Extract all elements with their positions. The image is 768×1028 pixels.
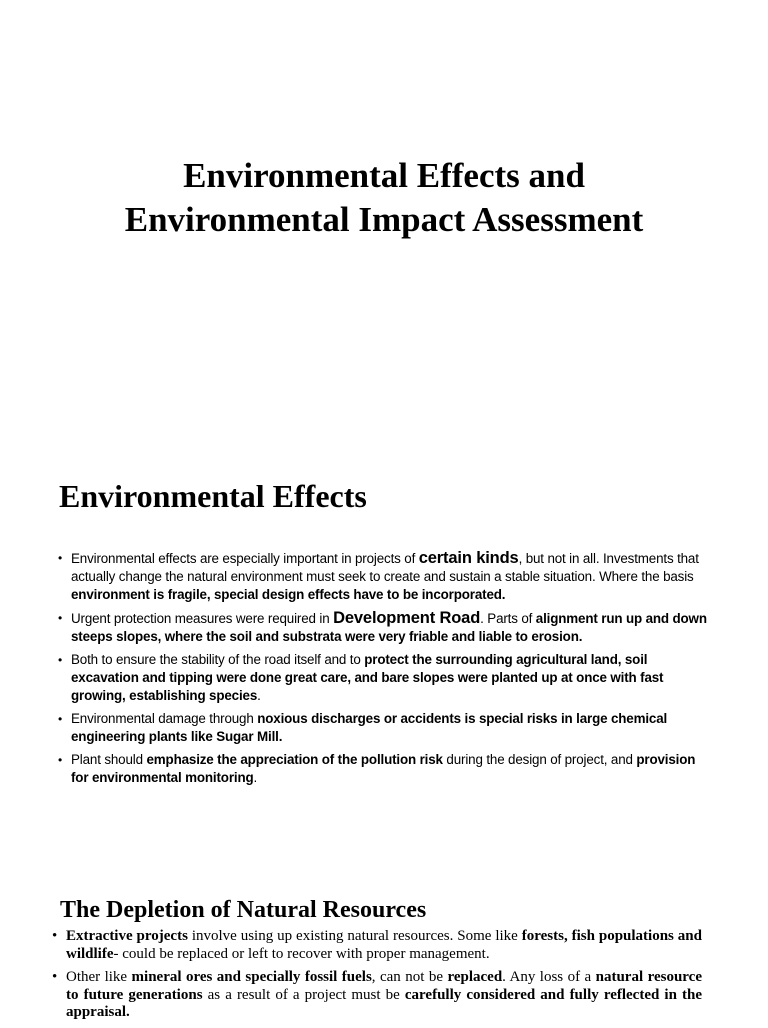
section-heading-environmental-effects: Environmental Effects	[59, 478, 367, 514]
list-item	[58, 549, 708, 604]
environmental-effects-list	[58, 549, 708, 792]
bullet-emphasis: emphasize the appreciation of the pollution risk	[146, 752, 443, 767]
bullet-text: . Parts of	[480, 611, 536, 626]
bullet-emphasis: mineral ores and specially fossil fuels	[131, 969, 372, 985]
bullet-emphasis: replaced	[447, 969, 503, 985]
bullet-text: as a result of a project must be	[202, 986, 405, 1003]
bullet-emphasis: noxious discharges or accidents is special risks in large chemical engineering plants like Sugar Mill.	[71, 711, 668, 744]
bullet-emphasis: carefully considered and fully reflected in the appraisal.	[66, 986, 703, 1020]
list-item	[52, 969, 702, 1022]
bullet-emphasis: natural resource to future generations	[66, 969, 702, 1003]
bullet-emphasis: Extractive projects	[66, 928, 188, 944]
list-item	[52, 928, 702, 963]
bullet-text: involve using up existing natural resources. Some like	[187, 928, 522, 944]
bullet-text: .	[257, 688, 261, 703]
bullet-emphasis: alignment run up and down steeps slopes, where the soil and substrata were very friable and liable to erosion.	[71, 611, 707, 644]
bullet-text: .	[253, 770, 258, 785]
bullet-emphasis: protect the surrounding agricultural land, soil excavation and tipping were done great care, and bare slopes were planted up at once with fast growing, establishing species	[71, 652, 664, 703]
list-item	[58, 751, 708, 787]
title-line-1: Environmental Effects and	[183, 156, 585, 195]
bullet-text: Environmental damage through	[71, 711, 258, 726]
bullet-emphasis: environment is fragile, special design effects have to be incorporated.	[71, 587, 506, 602]
list-item	[58, 710, 708, 746]
document-title	[0, 154, 768, 242]
bullet-text: . Any loss of a	[502, 969, 596, 985]
bullet-text: - could be replaced or left to recover with proper management.	[113, 945, 490, 962]
section-heading-depletion: The Depletion of Natural Resources	[60, 897, 427, 923]
bullet-emphasis: Development Road	[333, 609, 481, 627]
bullet-text: Both to ensure the stability of the road itself and to	[71, 652, 365, 667]
title-line-2: Environmental Impact Assessment	[124, 200, 644, 239]
bullet-text: Plant should	[71, 752, 147, 767]
bullet-emphasis: provision for environmental monitoring	[71, 752, 696, 785]
bullet-emphasis: certain kinds	[418, 549, 519, 567]
depletion-list	[52, 928, 702, 1028]
list-item	[58, 609, 708, 646]
bullet-text: Other like	[66, 969, 132, 985]
bullet-text: Environmental effects are especially important in projects of	[71, 551, 419, 566]
bullet-text: , can not be	[371, 969, 448, 985]
bullet-text: , but not in all. Investments that actually change the natural environment must seek to create and sustain a stable situation. Where the basis	[71, 551, 699, 584]
bullet-text: Urgent protection measures were required in	[71, 611, 334, 626]
bullet-text: during the design of project, and	[442, 752, 637, 767]
bullet-emphasis: forests, fish populations and wildlife	[66, 928, 702, 962]
list-item	[58, 651, 708, 705]
